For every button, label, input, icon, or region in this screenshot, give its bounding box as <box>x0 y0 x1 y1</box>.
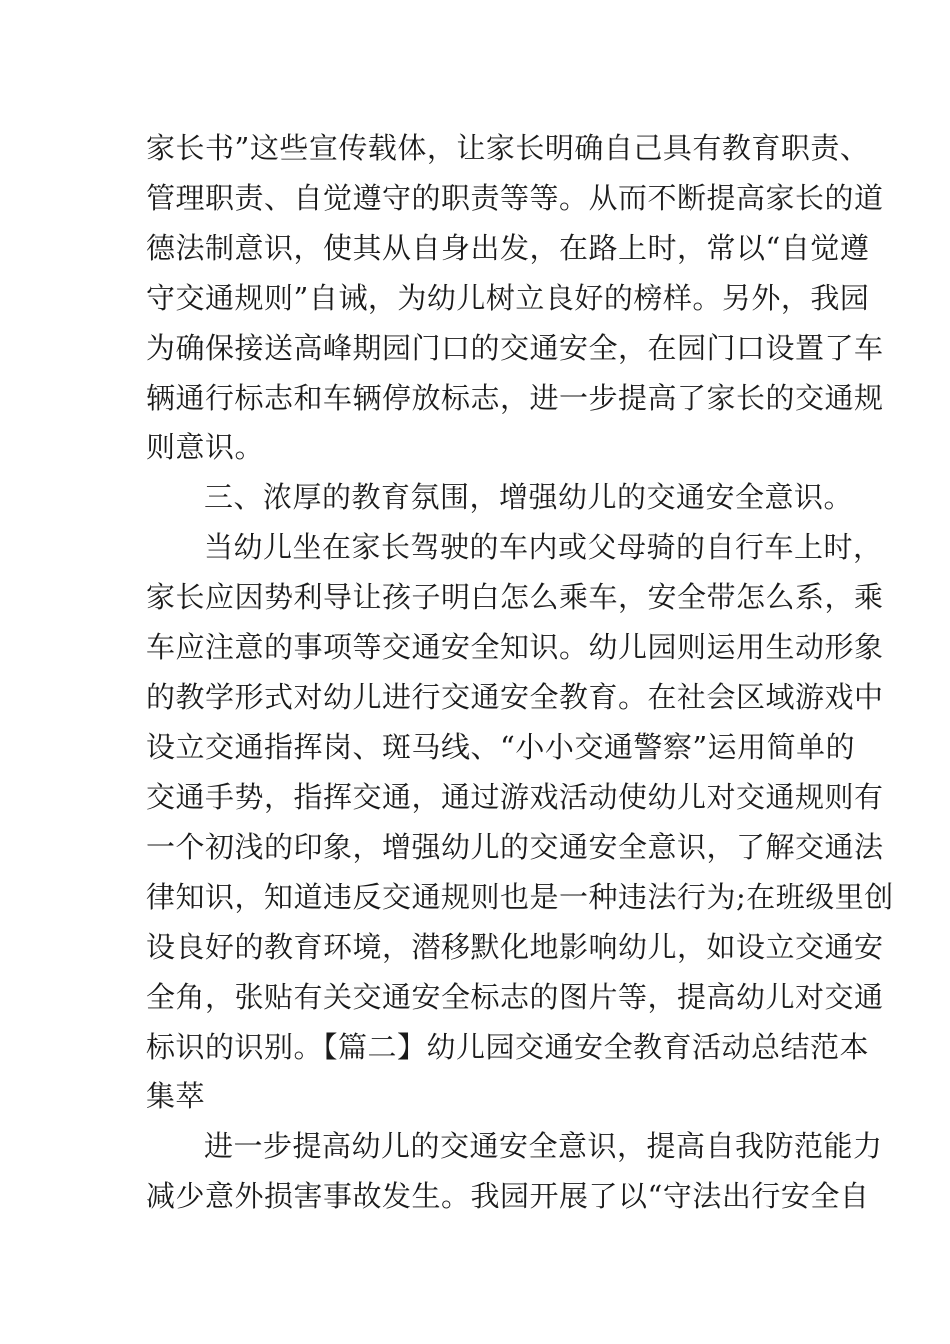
text-line-19: 标识的识别。【篇二】幼儿园交通安全教育活动总结范本 <box>146 1030 870 1064</box>
text-line-9: 当幼儿坐在家长驾驶的车内或父母骑的自行车上时， <box>204 530 883 564</box>
text-line-12: 的教学形式对幼儿进行交通安全教育。在社会区域游戏中 <box>146 680 884 714</box>
text-line-1: 家长书”这些宣传载体，让家长明确自己具有教育职责、 <box>146 131 870 165</box>
text-line-18: 全角，张贴有关交通安全标志的图片等，提高幼儿对交通 <box>146 980 884 1014</box>
section-heading: 三、浓厚的教育氛围，增强幼儿的交通安全意识。 <box>204 480 854 514</box>
text-line-22: 减少意外损害事故发生。我园开展了以“守法出行安全自 <box>146 1179 870 1213</box>
text-line-3: 德法制意识，使其从自身出发，在路上时，常以“自觉遵 <box>146 231 870 265</box>
text-line-21: 进一步提高幼儿的交通安全意识，提高自我防范能力 <box>204 1129 883 1163</box>
text-line-10: 家长应因势利导让孩子明白怎么乘车，安全带怎么系，乘 <box>146 580 884 614</box>
text-line-16: 律知识，知道违反交通规则也是一种违法行为;在班级里创 <box>146 880 894 914</box>
text-line-14: 交通手势，指挥交通，通过游戏活动使幼儿对交通规则有 <box>146 780 884 814</box>
text-line-20: 集萃 <box>146 1079 206 1113</box>
text-line-2: 管理职责、自觉遵守的职责等等。从而不断提高家长的道 <box>146 181 884 215</box>
text-line-13: 设立交通指挥岗、斑马线、“小小交通警察”运用简单的 <box>146 730 856 764</box>
text-line-4: 守交通规则”自诫，为幼儿树立良好的榜样。另外，我园 <box>146 281 870 315</box>
text-line-15: 一个初浅的印象，增强幼儿的交通安全意识，了解交通法 <box>146 830 884 864</box>
text-line-6: 辆通行标志和车辆停放标志，进一步提高了家长的交通规 <box>146 381 884 415</box>
text-line-7: 则意识。 <box>146 430 265 464</box>
text-line-5: 为确保接送高峰期园门口的交通安全，在园门口设置了车 <box>146 331 884 365</box>
text-line-17: 设良好的教育环境，潜移默化地影响幼儿，如设立交通安 <box>146 930 884 964</box>
text-line-11: 车应注意的事项等交通安全知识。幼儿园则运用生动形象 <box>146 630 884 664</box>
